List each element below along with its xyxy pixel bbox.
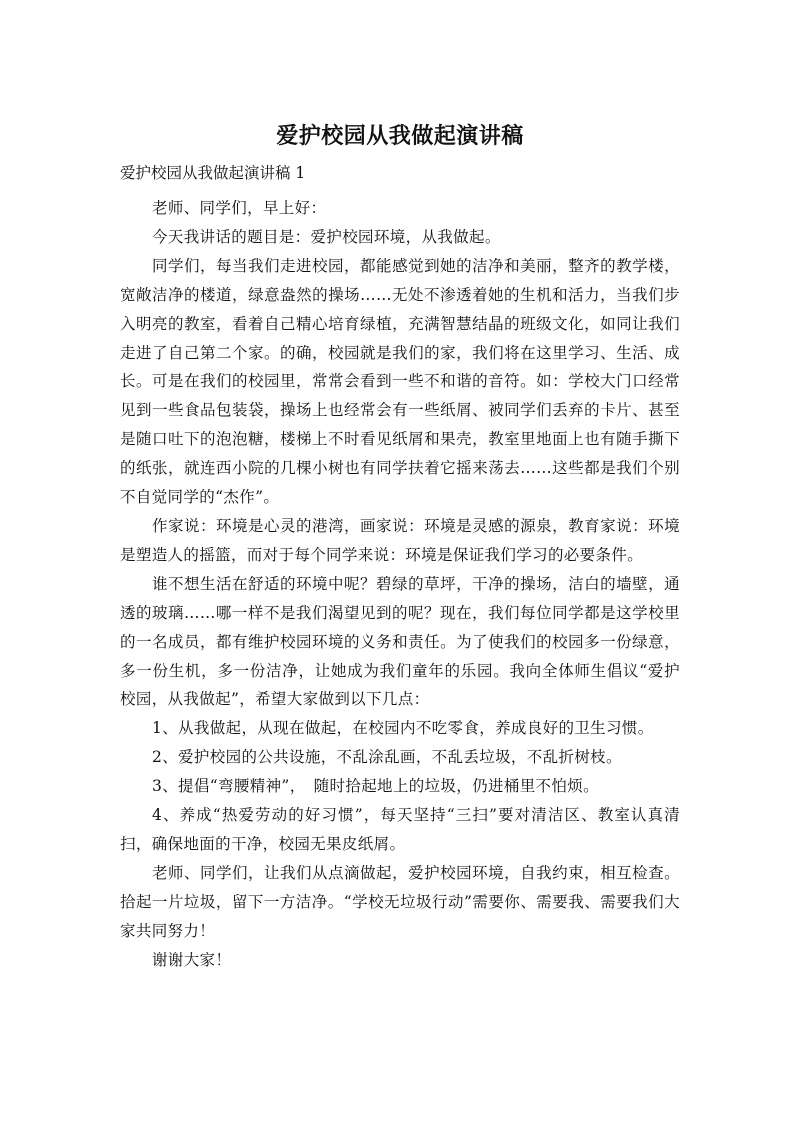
paragraph-greeting: 老师、同学们，早上好： [152, 199, 327, 217]
list-item-4: 4、养成“热爱劳动的好习惯”，每天坚持“三扫”要对清洁区、教室认真清扫，确保地面的干净，校园无果皮纸屑。 [120, 806, 680, 853]
paragraph-campus-description: 同学们，每当我们走进校园，都能感觉到她的洁净和美丽，整齐的教学楼，宽敞洁净的楼道，绿意盎然的操场……无处不渗透着她的生机和活力，当我们步入明亮的教室，看着自己精心培育绿植，充满智慧结晶的班级文化，如同让我们走进了自己第二个家。的确，校园就是我们的家，我们将在这里学习、生活、成长。可是在我们的校园里，常常会看到一些不和谐的音符。如：学校大门口经常见到一些食品包装袋，操场上也经常会有一些纸屑、被同学们丢弃的卡片、甚至是随口吐下的泡泡糖，楼梯上不时看见纸屑和果壳，教室里地面上也有随手撕下的纸张，就连西小院的几棵小树也有同学扶着它摇来荡去……这些都是我们个别不自觉同学的“杰作”。 [120, 256, 680, 507]
document-title: 爱护校园从我做起演讲稿 [276, 124, 524, 149]
paragraph-quotes: 作家说：环境是心灵的港湾，画家说：环境是灵感的源泉，教育家说：环境是塑造人的摇篮，而对于每个同学来说：环境是保证我们学习的必要条件。 [120, 516, 680, 564]
paragraph-closing: 老师、同学们，让我们从点滴做起，爱护校园环境，自我约束，相互检查。拾起一片垃圾，留下一方洁净。“学校无垃圾行动”需要你、需要我、需要我们大家共同努力！ [120, 863, 680, 940]
list-item-3: 3、提倡“弯腰精神”， 随时拾起地上的垃圾，仍进桶里不怕烦。 [152, 777, 599, 796]
list-item-2: 2、爱护校园的公共设施，不乱涂乱画，不乱丢垃圾，不乱折树枝。 [152, 748, 622, 767]
document-body [120, 194, 680, 974]
paragraph-topic: 今天我讲话的题目是：爱护校园环境，从我做起。 [152, 227, 501, 246]
document-subtitle: 爱护校园从我做起演讲稿 1 [120, 164, 306, 182]
list-item-1: 1、从我做起，从现在做起，在校园内不吃零食，养成良好的卫生习惯。 [152, 719, 654, 738]
paragraph-thanks: 谢谢大家！ [152, 950, 232, 969]
paragraph-proposal: 谁不想生活在舒适的环境中呢？碧绿的草坪，干净的操场，洁白的墙壁，通透的玻璃……哪一样不是我们渴望见到的呢？现在，我们每位同学都是这学校里的一名成员，都有维护校园环境的义务和责任。为了使我们的校园多一份绿意，多一份生机，多一份洁净，让她成为我们童年的乐园。我向全体师生倡议“爱护校园，从我做起”，希望大家做到以下几点： [120, 574, 680, 709]
